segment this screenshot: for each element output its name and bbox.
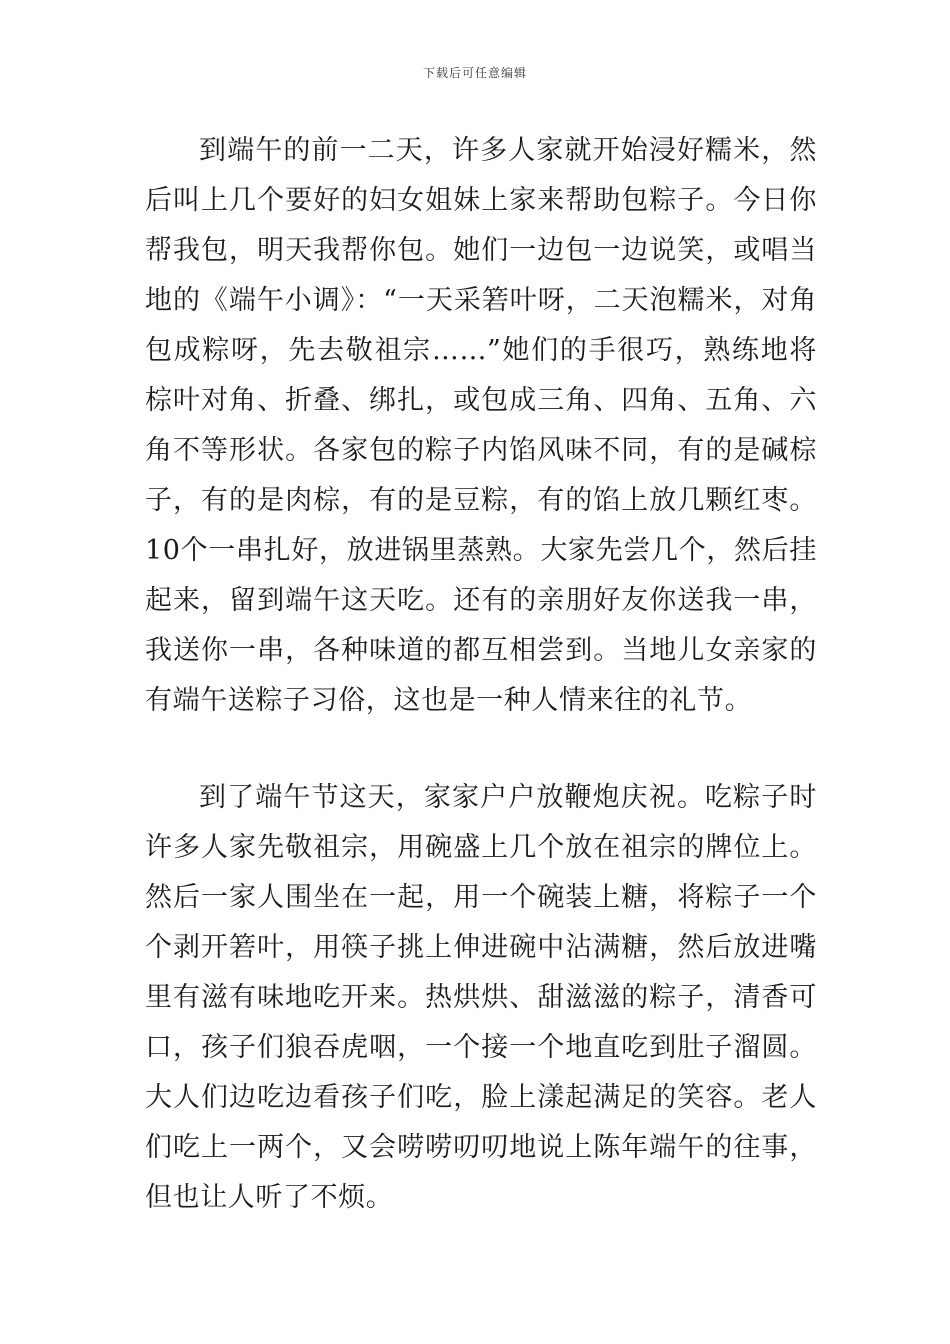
paragraph-festival-day: 到了端午节这天，家家户户放鞭炮庆祝。吃粽子时许多人家先敬祖宗，用碗盛上几个放在祖宗的牌位上。然后一家人围坐在一起，用一个碗装上糖，将粽子一个个剥开箬叶，用筷子挑上伸进碗中沾满糖，然后放进嘴里有滋有味地吃开来。热烘烘、甜滋滋的粽子，清香可口，孩子们狼吞虎咽，一个接一个地直吃到肚子溜圆。大人们边吃边看孩子们吃，脸上漾起满足的笑容。老人们吃上一两个，又会唠唠叨叨地说上陈年端午的往事，但也让人听了不烦。: [145, 782, 817, 1213]
paragraph-zongzi-making: 到端午的前一二天，许多人家就开始浸好糯米，然后叫上几个要好的妇女姐妹上家来帮助包粽子。今日你帮我包，明天我帮你包。她们一边包一边说笑，或唱当地的《端午小调》：“一天采箬叶呀，二天泡糯米，对角包成粽呀，先去敬祖宗……”她们的手很巧，熟练地将棕叶对角、折叠、绑扎，或包成三角、四角、五角、六角不等形状。各家包的粽子内馅风味不同，有的是碱棕子，有的是肉棕，有的是豆粽，有的馅上放几颗红枣。10个一串扎好，放进锅里蒸熟。大家先尝几个，然后挂起来，留到端午这天吃。还有的亲朋好友你送我一串，我送你一串，各种味道的都互相尝到。当地儿女亲家的有端午送粽子习俗，这也是一种人情来往的礼节。: [145, 135, 817, 716]
download-edit-note: 下载后可任意编辑: [422, 66, 527, 80]
